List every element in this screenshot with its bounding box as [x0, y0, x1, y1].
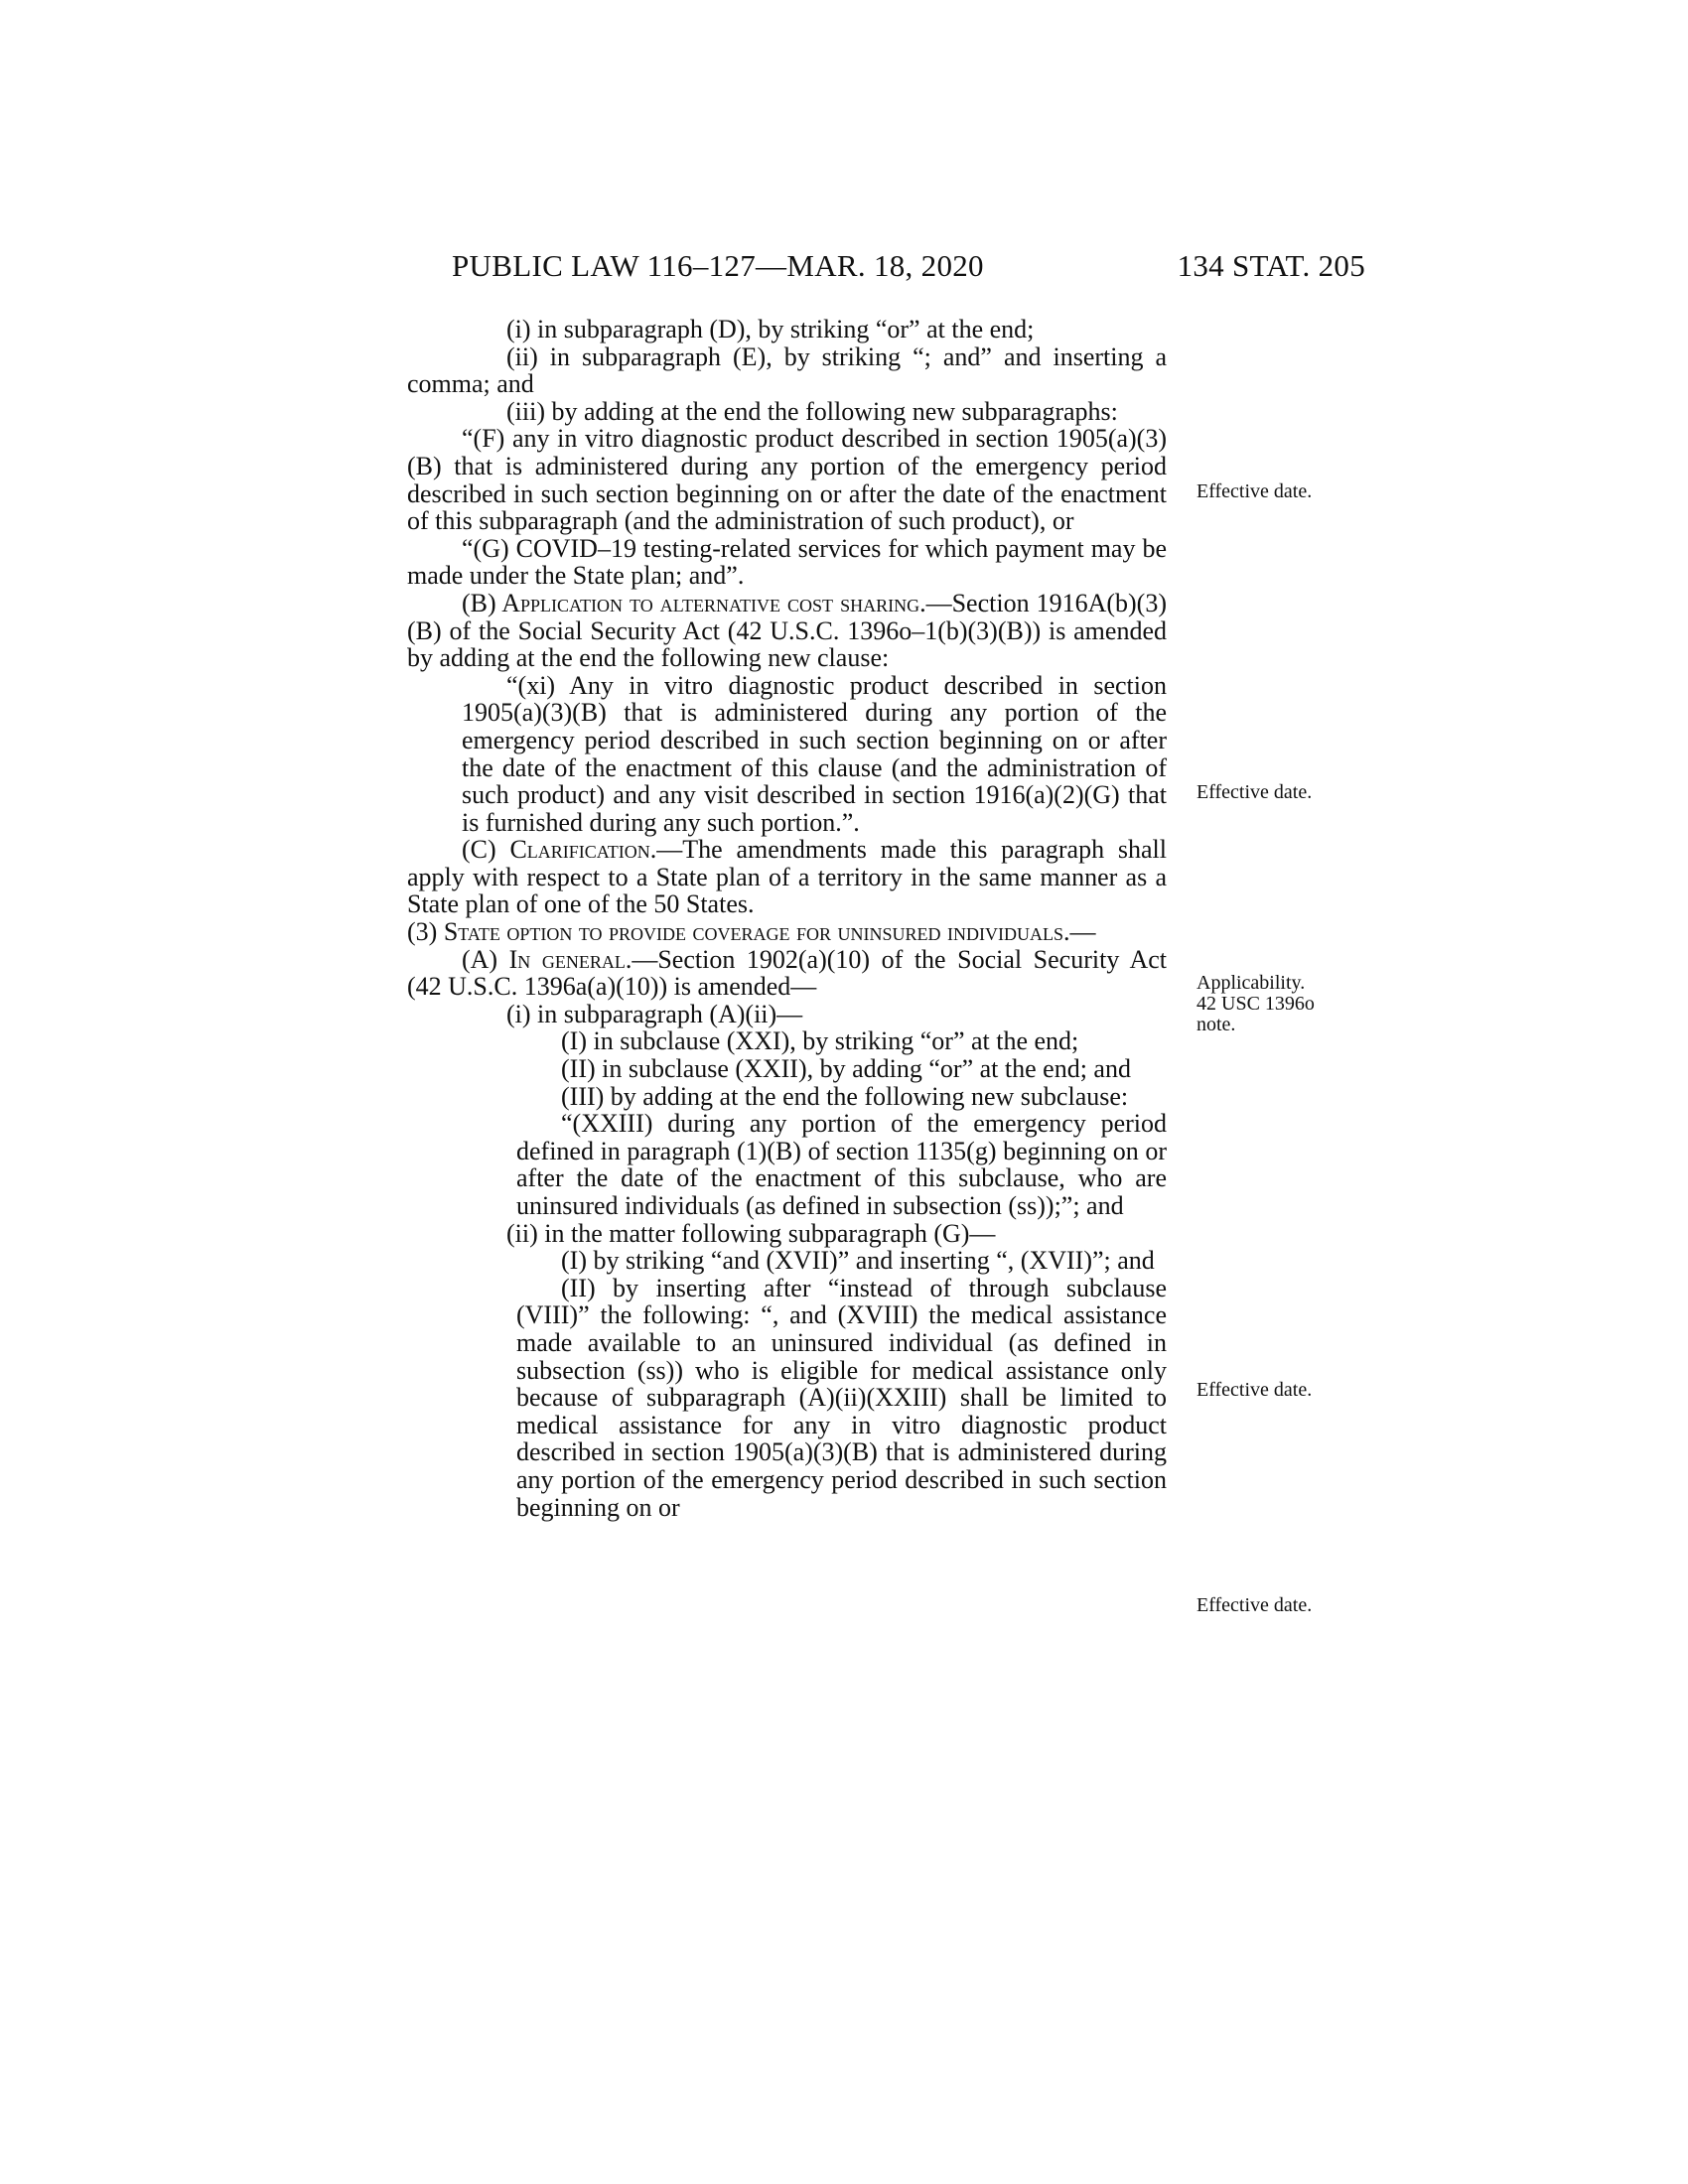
- subclause-III: (III) by adding at the end the following new subclause:: [561, 1081, 1129, 1111]
- subclause-I: (I) in subclause (XXI), by striking “or” at the end;: [561, 1026, 1079, 1056]
- law-title: PUBLIC LAW 116–127—MAR. 18, 2020: [452, 248, 984, 283]
- clause-i: (i) in subparagraph (D), by striking “or” at the end;: [506, 315, 1035, 343]
- subparagraph-A-text: —Section 1902(a)(10) of the Social Security Act (42 U.S.C. 1396a(a)(10)) is amended—: [407, 944, 1167, 1002]
- clause-iii: (iii) by adding at the end the following new subparagraphs:: [506, 396, 1118, 426]
- subclause-II: (II) in subclause (XXII), by adding “or” at the end; and: [561, 1054, 1131, 1084]
- margin-note-note: note.: [1196, 1014, 1236, 1035]
- subparagraph-F: “(F) any in vitro diagnostic product described in section 1905(a)(3)(B) that is administered during any portion of the emergency period described in such section beginning on or after the date of the enactment of this subparagraph (and the administration of such product), or: [407, 424, 1167, 536]
- subparagraph-B-text: —Section 1916A(b)(3)(B) of the Social Security Act (42 U.S.C. 1396o–1(b)(3)(B)) is amended by adding at the end the following new clause:: [407, 588, 1167, 673]
- margin-note-usc-citation: 42 USC 1396o: [1196, 993, 1315, 1015]
- margin-note-effective-date-1: Effective date.: [1196, 480, 1313, 502]
- subclause-II-2: (II) by inserting after “instead of through subclause (VIII)” the following: “, and (XVIII) the medical assistance made available to an uninsured individual (as defined in subsection (ss)) who is eligible for medical assistance only because of subparagraph (A)(ii)(XXIII) shall be limited to medical assistance for any in vitro diagnostic product described in section 1905(a)(3)(B) that is administered during any portion of the emergency period described in such section beginning on or: [516, 1273, 1167, 1522]
- subparagraph-C-text: —The amendments made this paragraph shall apply with respect to a State plan of a territory in the same manner as a State plan of one of the 50 States.: [407, 835, 1167, 919]
- paragraph-3-heading: (3) State option to provide coverage for uninsured individuals.: [407, 917, 1070, 947]
- clause-ii-2: (ii) in the matter following subparagraph (G)—: [506, 1218, 996, 1248]
- subparagraph-A-heading: (A) In general.: [462, 944, 633, 974]
- margin-note-effective-date-3: Effective date.: [1196, 1379, 1313, 1401]
- clause-xi: “(xi) Any in vitro diagnostic product described in section 1905(a)(3)(B) that is administered during any portion of the emergency period described in such section beginning on or after the date of the enactment of this clause (and the administration of such product) and any visit described in section 1916(a)(2)(G) that is furnished during any such portion.”.: [462, 670, 1167, 837]
- subparagraph-C: [407, 836, 1167, 918]
- stat-page-number: 134 STAT. 205: [1177, 248, 1365, 283]
- clause-i-2: (i) in subparagraph (A)(ii)—: [506, 999, 803, 1028]
- margin-note-effective-date-4: Effective date.: [1196, 1594, 1313, 1616]
- clause-ii: (ii) in subparagraph (E), by striking “; and” and inserting a comma; and: [407, 341, 1167, 399]
- subparagraph-G: “(G) COVID–19 testing-related services for which payment may be made under the State plan; and”.: [407, 533, 1167, 591]
- subparagraph-A: [407, 946, 1167, 1001]
- subparagraph-B-heading: (B) Application to alternative cost sharing.: [462, 588, 926, 617]
- margin-note-applicability: Applicability.: [1196, 972, 1306, 994]
- subclause-XXIII: “(XXIII) during any portion of the emergency period defined in paragraph (1)(B) of section 1135(g) beginning on or after the date of the enactment of this subclause, who are uninsured individuals (as defined in subsection (ss));”; and: [516, 1109, 1167, 1220]
- margin-note-effective-date-2: Effective date.: [1196, 781, 1313, 803]
- paragraph-3-text: —: [1069, 917, 1096, 947]
- subparagraph-C-heading: (C) Clarification.: [462, 835, 657, 865]
- subclause-I-2: (I) by striking “and (XVII)” and inserting “, (XVII)”; and: [561, 1246, 1155, 1276]
- subparagraph-B: [407, 590, 1167, 672]
- statute-text: [407, 316, 1167, 1521]
- paragraph-3: [352, 918, 1167, 946]
